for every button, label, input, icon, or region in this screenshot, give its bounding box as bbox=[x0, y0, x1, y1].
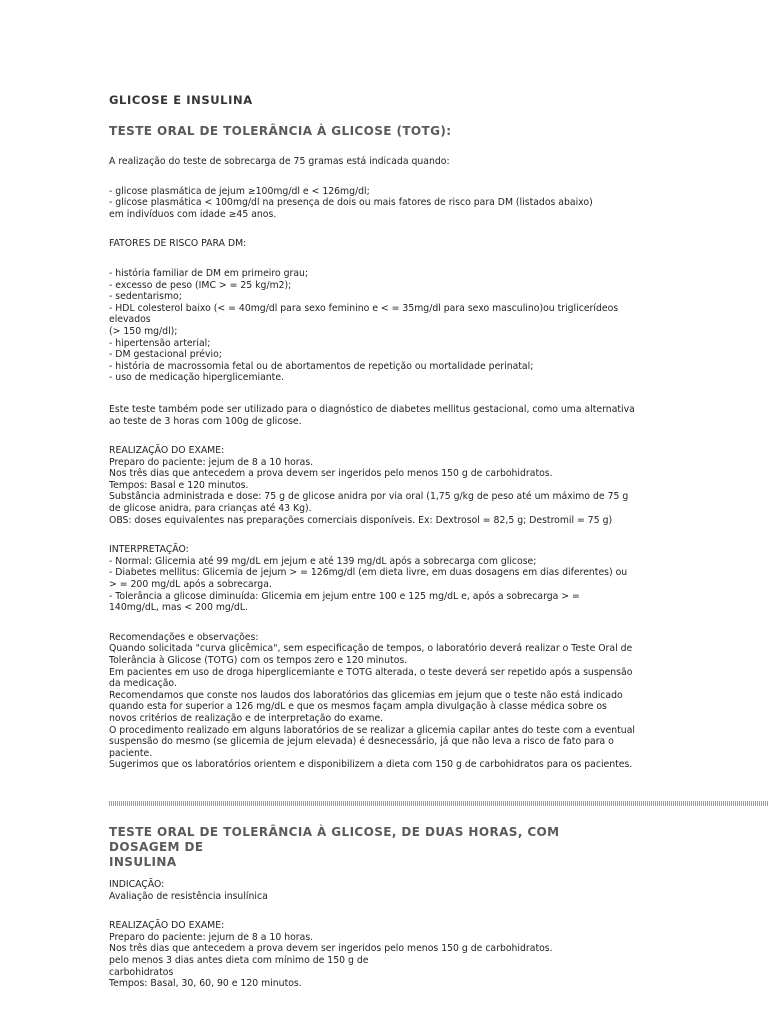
section-heading-totg: TESTE ORAL DE TOLERÂNCIA À GLICOSE (TOTG): bbox=[109, 124, 452, 138]
section-heading-insulin: TESTE ORAL DE TOLERÂNCIA À GLICOSE, DE DUAS HORAS, COM DOSAGEM DE INSULINA bbox=[109, 825, 560, 869]
indication-block: INDICAÇÃO: Avaliação de resistência insulínica bbox=[109, 879, 268, 902]
section-divider bbox=[109, 801, 768, 806]
indications-list: - glicose plasmática de jejum ≥100mg/dl e < 126mg/dl; - glicose plasmática < 100mg/dl na presença de dois ou mais fatores de risco para DM (listados abaixo) em indivíduos com idade ≥45 anos. bbox=[109, 185, 593, 220]
risk-factors-list: - história familiar de DM em primeiro grau; - excesso de peso (IMC > = 25 kg/m2); - sedentarismo; - HDL colesterol baixo (< = 40mg/dl para sexo feminino e < = 35mg/dl para sexo masculino)ou triglicerídeos elevados (> 150 mg/dl); - hipertensão arterial; - DM gestacional prévio; - história de macrossomia fetal ou de abortamentos de repetição ou mortalidade perinatal; - uso de medicação hiperglicemiante. bbox=[109, 267, 619, 384]
interpretation-block: INTERPRETAÇÃO: - Normal: Glicemia até 99 mg/dL em jejum e até 139 mg/dL após a sobrecarga com glicose; - Diabetes mellitus: Glicemia de jejum > = 126mg/dl (em dieta livre, em duas dosagens em dias diferentes) ou > = 200 mg/dL após a sobrecarga. - Tolerância a glicose diminuída: Glicemia em jejum entre 100 e 125 mg/dL e, após a sobrecarga > = 140mg/dL, mas < 200 mg/dL. bbox=[109, 544, 628, 614]
recommendations-block: Recomendações e observações: Quando solicitada "curva glicêmica", sem especificação de tempos, o laboratório deverá realizar o Teste Oral de Tolerância à Glicose (TOTG) com os tempos zero e 120 minutos. Em pacientes em uso de droga hiperglicemiante e TOTG alterada, o teste deverá ser repetido após a suspensão da medicação. Recomendamos que conste nos laudos dos laboratórios das glicemias em jejum que o teste não está indicado quando esta for superior a 126 mg/dL e que os mesmos façam ampla divulgação à classe médica sobre os novos critérios de realização e de interpretação do exame. O procedimento realizado em alguns laboratórios de se realizar a glicemia capilar antes do teste com a eventual suspensão do mesmo (se glicemia de jejum elevada) é desnecessário, já que não leva a risco de fato para o paciente. Sugerimos que os laboratórios orientem e disponibilizem a dieta com 150 g de carbohidratos para os pacientes. bbox=[109, 631, 635, 771]
exam-procedure-block-2: REALIZAÇÃO DO EXAME: Preparo do paciente: jejum de 8 a 10 horas. Nos três dias que antecedem a prova devem ser ingeridos pelo menos 150 g de carbohidratos. pelo menos 3 dias antes dieta com mínimo de 150 g de carbohidratos Tempos: Basal, 30, 60, 90 e 120 minutos. bbox=[109, 920, 553, 990]
document-body bbox=[109, 93, 661, 771]
intro-paragraph: A realização do teste de sobrecarga de 75 gramas está indicada quando: bbox=[109, 156, 450, 167]
risk-factors-title: FATORES DE RISCO PARA DM: bbox=[109, 238, 247, 250]
page-title: GLICOSE E INSULINA bbox=[109, 93, 253, 107]
gestational-paragraph: Este teste também pode ser utilizado para o diagnóstico de diabetes mellitus gestacional, como uma alternativa ao teste de 3 horas com 100g de glicose. bbox=[109, 403, 635, 427]
second-section bbox=[109, 825, 629, 990]
exam-procedure-block: REALIZAÇÃO DO EXAME: Preparo do paciente: jejum de 8 a 10 horas. Nos três dias que antecedem a prova devem ser ingeridos pelo menos 150 g de carbohidratos. Tempos: Basal e 120 minutos. Substância administrada e dose: 75 g de glicose anidra por via oral (1,75 g/kg de peso até um máximo de 75 g de glicose anidra, para crianças até 43 Kg). OBS: doses equivalentes nas preparações comerciais disponíveis. Ex: Dextrosol = 82,5 g; Destromil = 75 g) bbox=[109, 445, 629, 526]
